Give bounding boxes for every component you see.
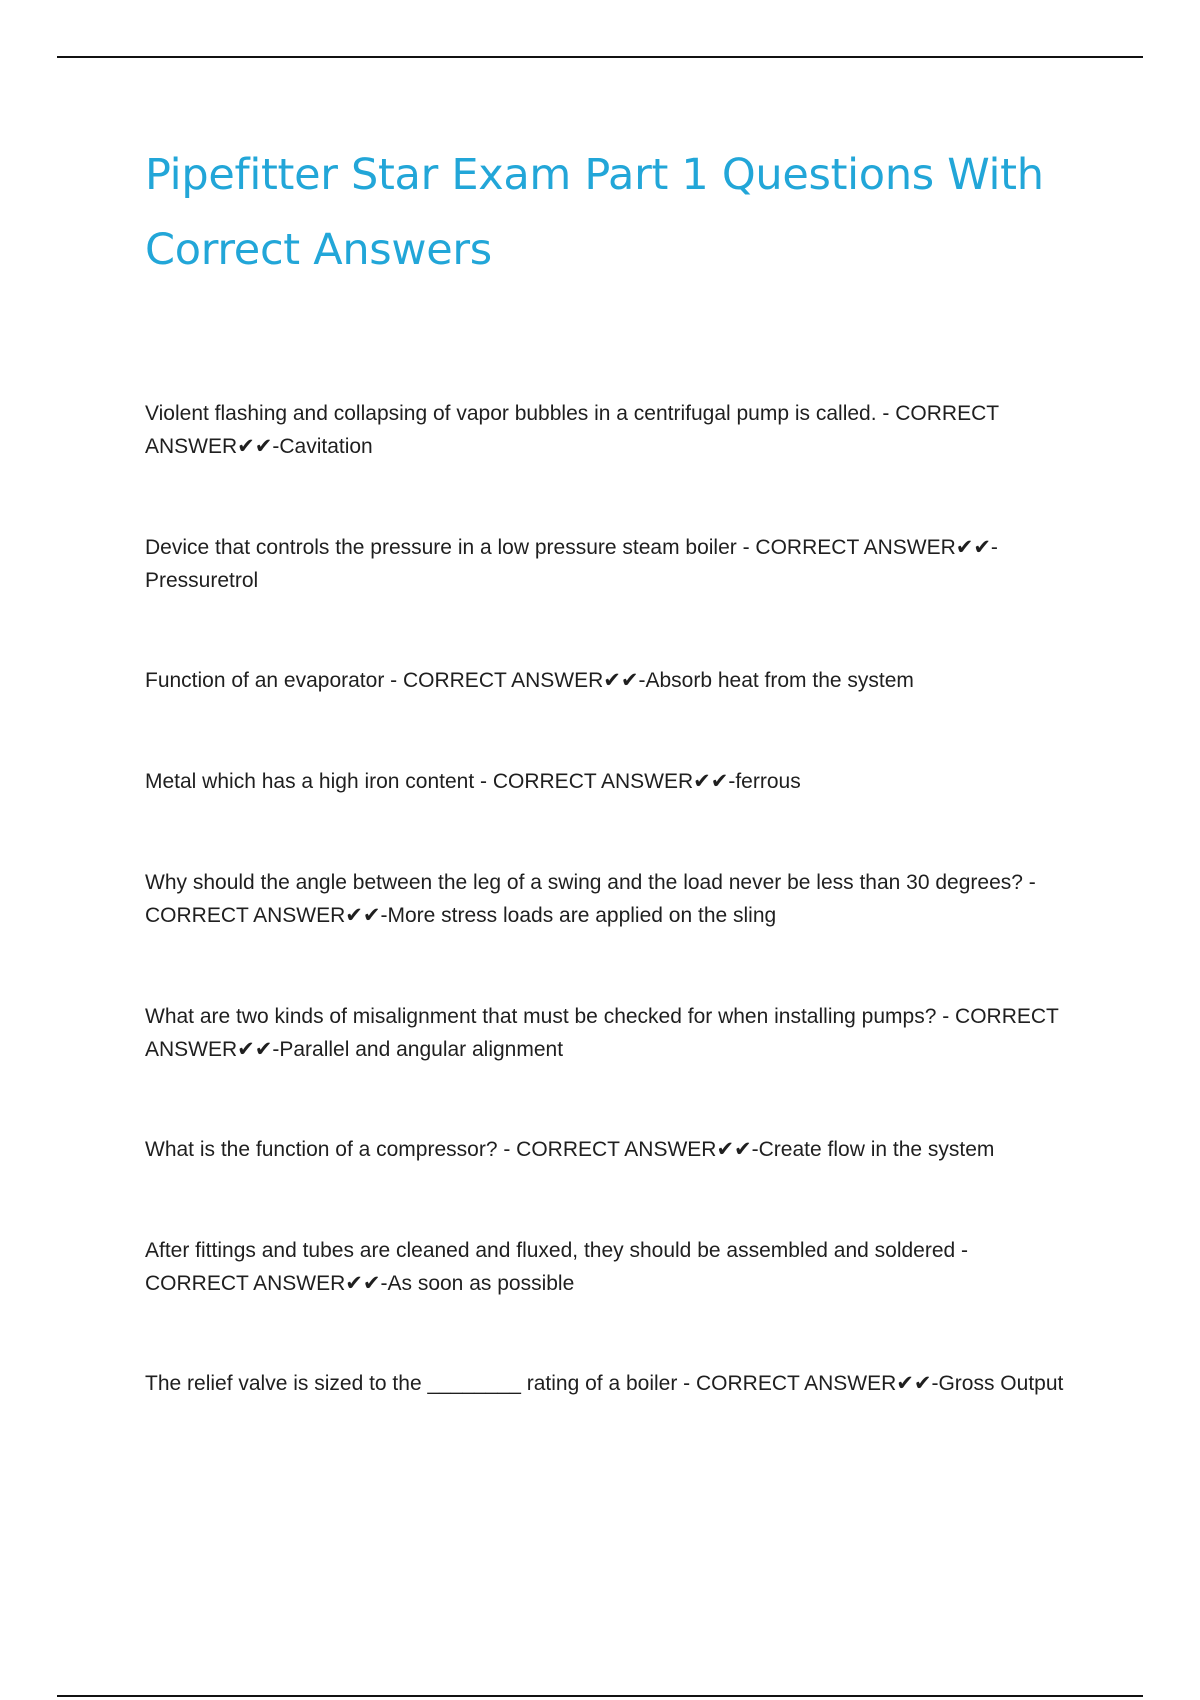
question-item: [145, 1133, 1065, 1166]
footer-rule: [57, 1695, 1143, 1697]
question-item: [145, 397, 1065, 463]
question-item: [145, 765, 1065, 798]
question-item: [145, 866, 1065, 932]
question-text: After fittings and tubes are cleaned and fluxed, they should be assembled and soldered - CORRECT ANSWER✔✔-As soon as possible: [145, 1239, 969, 1295]
question-text: Device that controls the pressure in a low pressure steam boiler - CORRECT ANSWER✔✔-Pressuretrol: [145, 536, 998, 592]
question-text: What are two kinds of misalignment that must be checked for when installing pumps? - CORRECT ANSWER✔✔-Parallel and angular alignment: [145, 1005, 1059, 1061]
question-text: Why should the angle between the leg of a swing and the load never be less than 30 degrees? - CORRECT ANSWER✔✔-More stress loads are applied on the sling: [145, 871, 1036, 927]
question-text: Violent flashing and collapsing of vapor bubbles in a centrifugal pump is called. - CORRECT ANSWER✔✔-Cavitation: [145, 402, 999, 458]
question-text: What is the function of a compressor? - CORRECT ANSWER✔✔-Create flow in the system: [145, 1138, 995, 1161]
question-item: [145, 1367, 1065, 1400]
question-item: [145, 664, 1065, 697]
question-item: [145, 531, 1065, 597]
question-item: [145, 1234, 1065, 1300]
question-item: [145, 1000, 1065, 1066]
question-text: Metal which has a high iron content - CORRECT ANSWER✔✔-ferrous: [145, 770, 801, 793]
question-text: The relief valve is sized to the ________ rating of a boiler - CORRECT ANSWER✔✔-Gross Output: [145, 1372, 1064, 1395]
header-rule: [57, 56, 1143, 58]
question-text: Function of an evaporator - CORRECT ANSWER✔✔-Absorb heat from the system: [145, 669, 914, 692]
document-title: Pipefitter Star Exam Part 1 Questions With Correct Answers: [145, 150, 1044, 275]
